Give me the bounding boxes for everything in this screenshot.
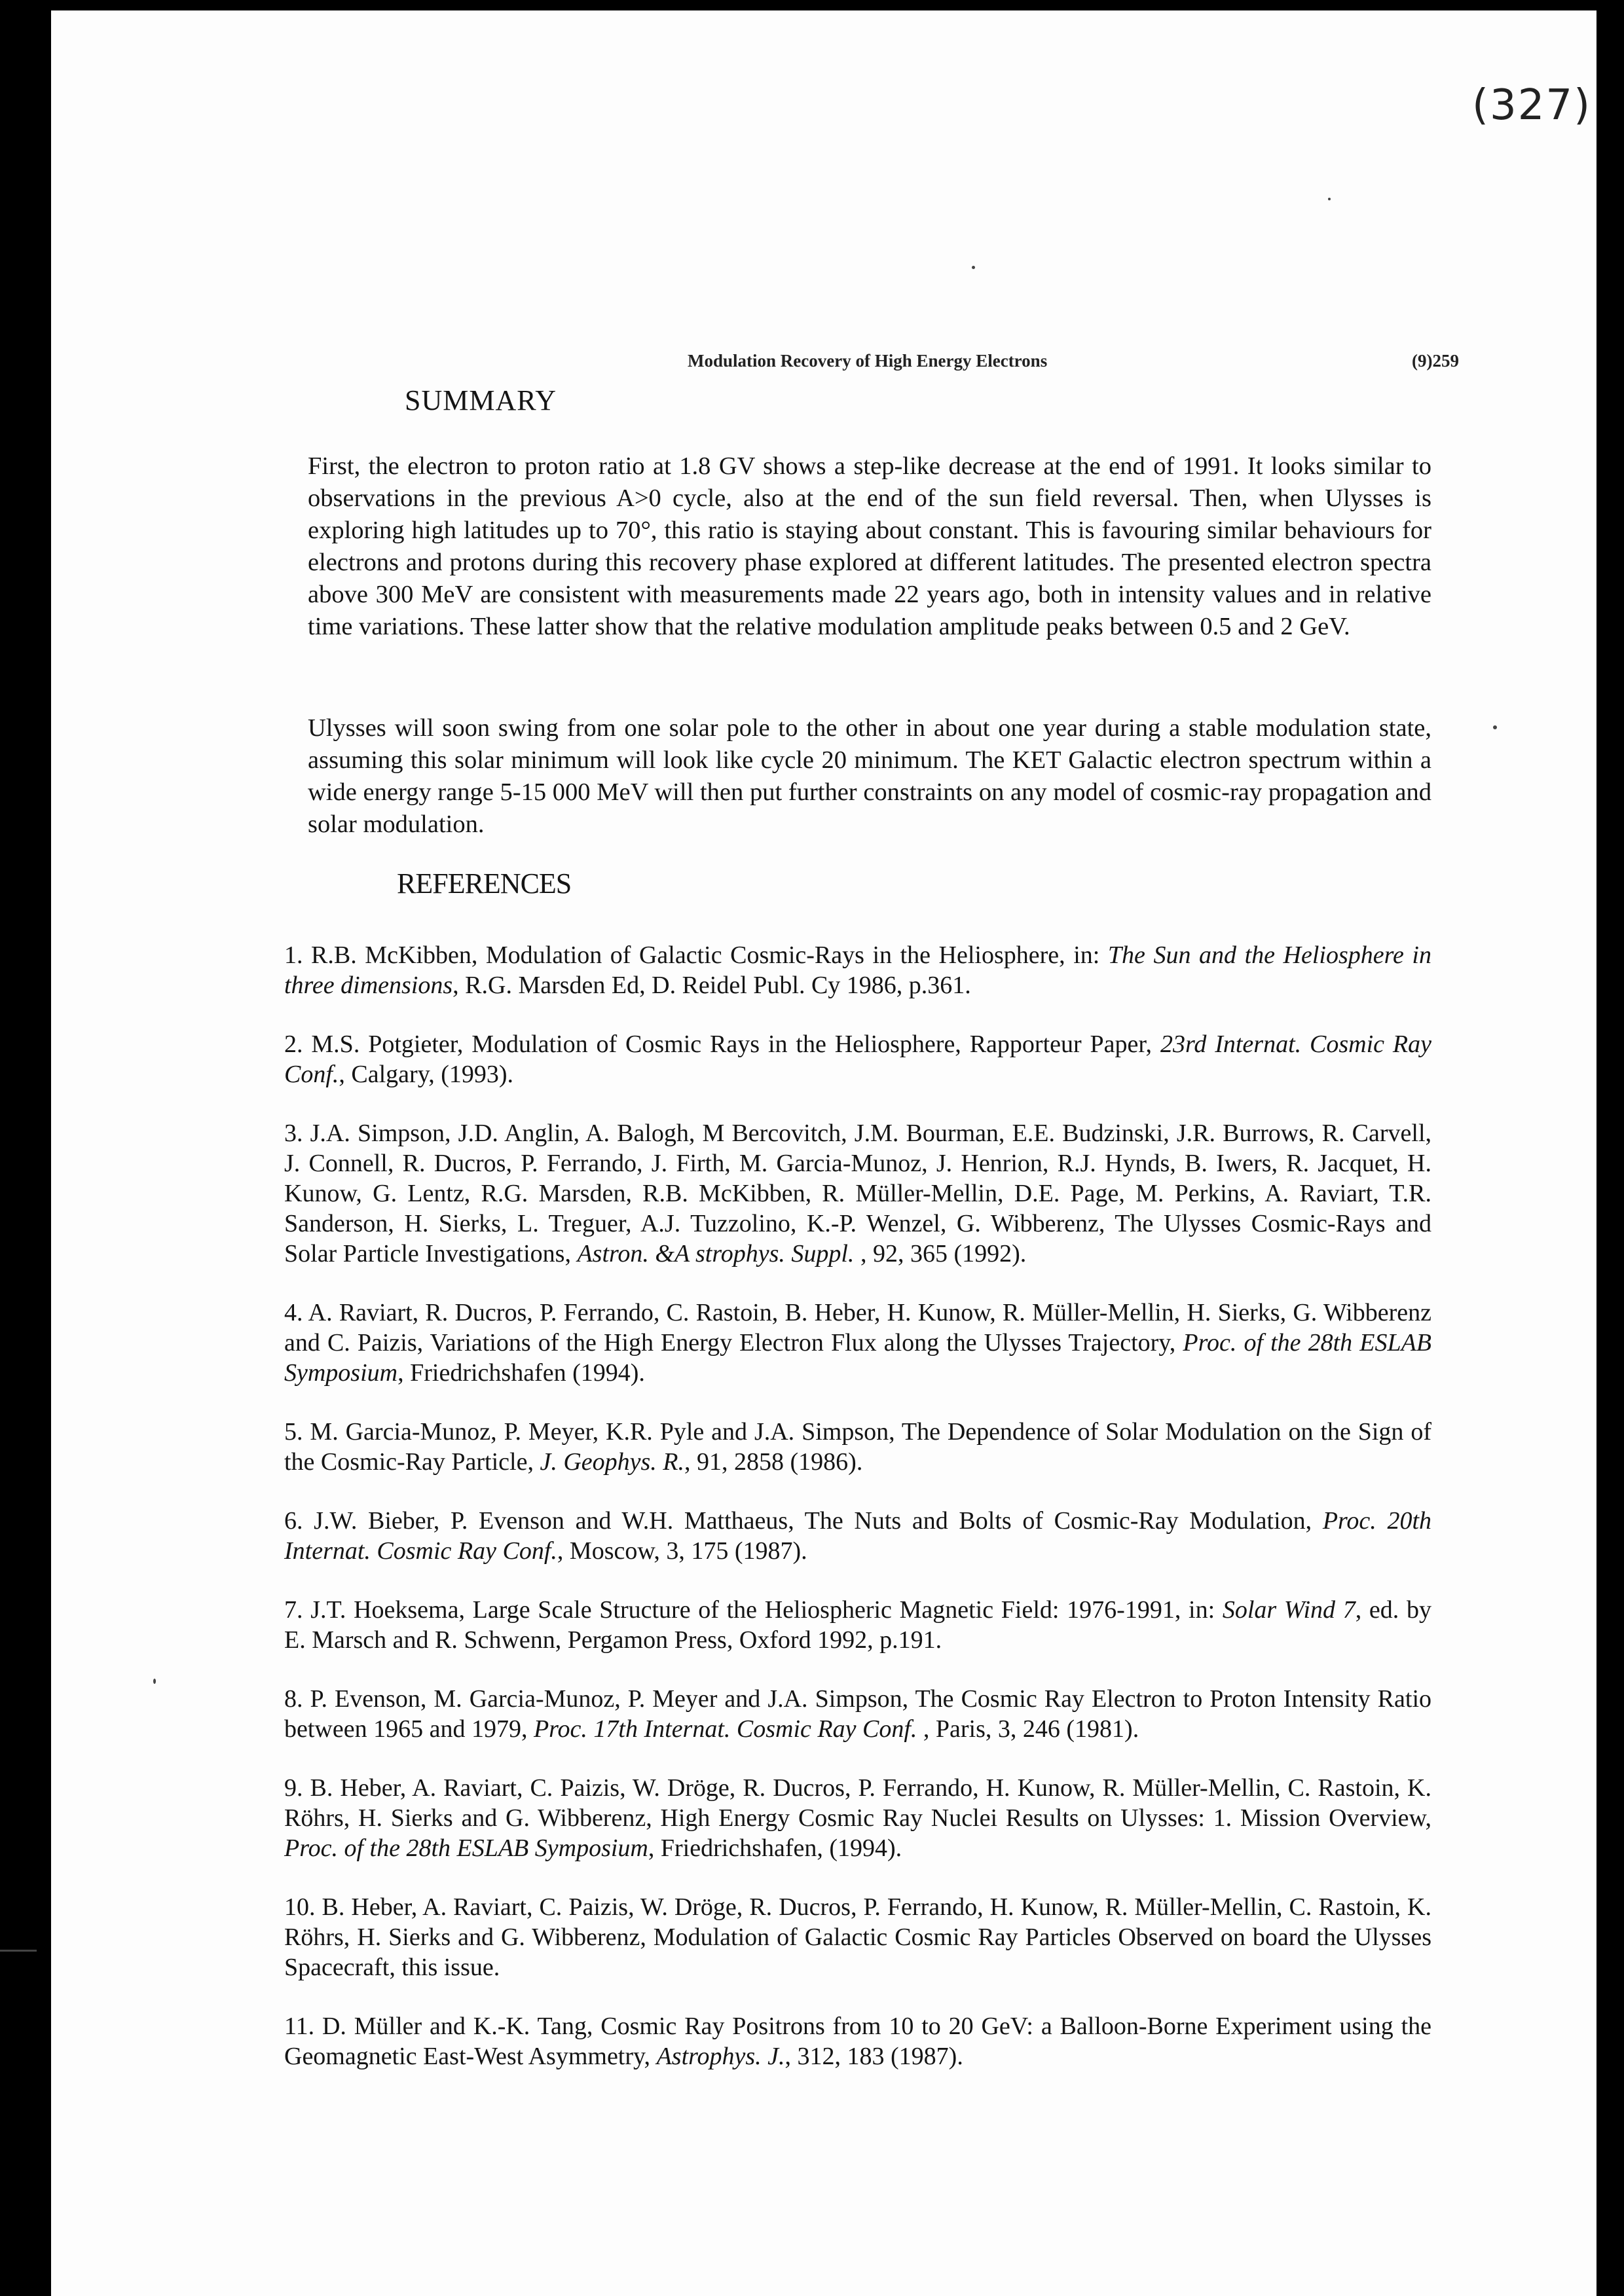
reference-item: 1. R.B. McKibben, Modulation of Galactic Cosmic-Rays in the Heliosphere, in: The Sun and the Heliosphere in three dimensions, R.G. Marsden Ed, D. Reidel Publ. Cy 1986, p.361.	[284, 941, 1431, 999]
reference-item: 5. M. Garcia-Munoz, P. Meyer, K.R. Pyle and J.A. Simpson, The Dependence of Solar Modulation on the Sign of the Cosmic-Ray Particle, J. Geophys. R., 91, 2858 (1986).	[284, 1418, 1431, 1476]
scan-speck	[1328, 198, 1331, 200]
scanned-page	[51, 10, 1596, 2296]
reference-item: 6. J.W. Bieber, P. Evenson and W.H. Matthaeus, The Nuts and Bolts of Cosmic-Ray Modulation, Proc. 20th Internat. Cosmic Ray Conf., Moscow, 3, 175 (1987).	[284, 1507, 1431, 1565]
scan-speck	[153, 1679, 156, 1684]
reference-item: 4. A. Raviart, R. Ducros, P. Ferrando, C. Rastoin, B. Heber, H. Kunow, R. Müller-Mellin, H. Sierks, G. Wibberenz and C. Paizis, Variations of the High Energy Electron Flux along the Ulysses Trajectory, Proc. of the 28th ESLAB Symposium, Friedrichshafen (1994).	[284, 1299, 1432, 1387]
reference-item: 2. M.S. Potgieter, Modulation of Cosmic Rays in the Heliosphere, Rapporteur Paper, 23rd Internat. Cosmic Ray Conf., Calgary, (1993).	[284, 1030, 1431, 1088]
scan-speck	[972, 266, 975, 269]
scan-speck	[0, 1950, 37, 1952]
reference-item: 8. P. Evenson, M. Garcia-Munoz, P. Meyer and J.A. Simpson, The Cosmic Ray Electron to Proton Intensity Ratio between 1965 and 1979, Proc. 17th Internat. Cosmic Ray Conf. , Paris, 3, 246 (1981).	[284, 1685, 1431, 1743]
reference-item: 3. J.A. Simpson, J.D. Anglin, A. Balogh, M Bercovitch, J.M. Bourman, E.E. Budzinski, J.R. Burrows, R. Carvell, J. Connell, R. Ducros, P. Ferrando, J. Firth, M. Garcia-Munoz, J. Henrion, R.J. Hynds, B. Iwers, R. Jacquet, H. Kunow, G. Lentz, R.G. Marsden, R.B. McKibben, R. Müller-Mellin, D.E. Page, M. Perkins, A. Raviart, T.R. Sanderson, H. Sierks, L. Treguer, A.J. Tuzzolino, K.-P. Wenzel, G. Wibberenz, The Ulysses Cosmic-Rays and Solar Particle Investigations, Astron. &A strophys. Suppl. , 92, 365 (1992).	[284, 1120, 1431, 1267]
reference-item: 9. B. Heber, A. Raviart, C. Paizis, W. Dröge, R. Ducros, P. Ferrando, H. Kunow, R. Müller-Mellin, C. Rastoin, K. Röhrs, H. Sierks and G. Wibberenz, High Energy Cosmic Ray Nuclei Results on Ulysses: 1. Mission Overview, Proc. of the 28th ESLAB Symposium, Friedrichshafen, (1994).	[284, 1774, 1431, 1862]
summary-paragraph-2: Ulysses will soon swing from one solar pole to the other in about one year during a stable modulation state, assuming this solar minimum will look like cycle 20 minimum. The KET Galactic electron spectrum within a wide energy range 5-15 000 MeV will then put further constraints on any model of cosmic-ray propagation and solar modulation.	[308, 714, 1431, 838]
summary-heading: SUMMARY	[405, 384, 557, 416]
reference-item: 11. D. Müller and K.-K. Tang, Cosmic Ray Positrons from 10 to 20 GeV: a Balloon-Borne Experiment using the Geomagnetic East-West Asymmetry, Astrophys. J., 312, 183 (1987).	[284, 2013, 1431, 2070]
handwritten-page-number: (327)	[1472, 81, 1592, 130]
scan-speck	[1493, 725, 1497, 729]
summary-paragraph-1: First, the electron to proton ratio at 1.8 GV shows a step-like decrease at the end of 1991. It looks similar to observations in the previous A>0 cycle, also at the end of the sun field reversal. Then, when Ulysses is exploring high latitudes up to 70°, this ratio is staying about constant. This is favouring similar behaviours for electrons and protons during this recovery phase explored at different latitudes. The presented electron spectra above 300 MeV are consistent with measurements made 22 years ago, both in intensity values and in relative time variations. These latter show that the relative modulation amplitude peaks between 0.5 and 2 GeV.	[308, 452, 1431, 640]
reference-list	[284, 940, 1431, 2100]
references-heading: REFERENCES	[397, 867, 572, 900]
running-title: Modulation Recovery of High Energy Electrons	[688, 351, 1048, 371]
reference-item: 10. B. Heber, A. Raviart, C. Paizis, W. Dröge, R. Ducros, P. Ferrando, H. Kunow, R. Müller-Mellin, C. Rastoin, K. Röhrs, H. Sierks and G. Wibberenz, Modulation of Galactic Cosmic Ray Particles Observed on board the Ulysses Spacecraft, this issue.	[284, 1893, 1431, 1981]
reference-item: 7. J.T. Hoeksema, Large Scale Structure of the Heliospheric Magnetic Field: 1976-1991, in: Solar Wind 7, ed. by E. Marsch and R. Schwenn, Pergamon Press, Oxford 1992, p.191.	[284, 1596, 1431, 1654]
page-number: (9)259	[1412, 351, 1459, 371]
